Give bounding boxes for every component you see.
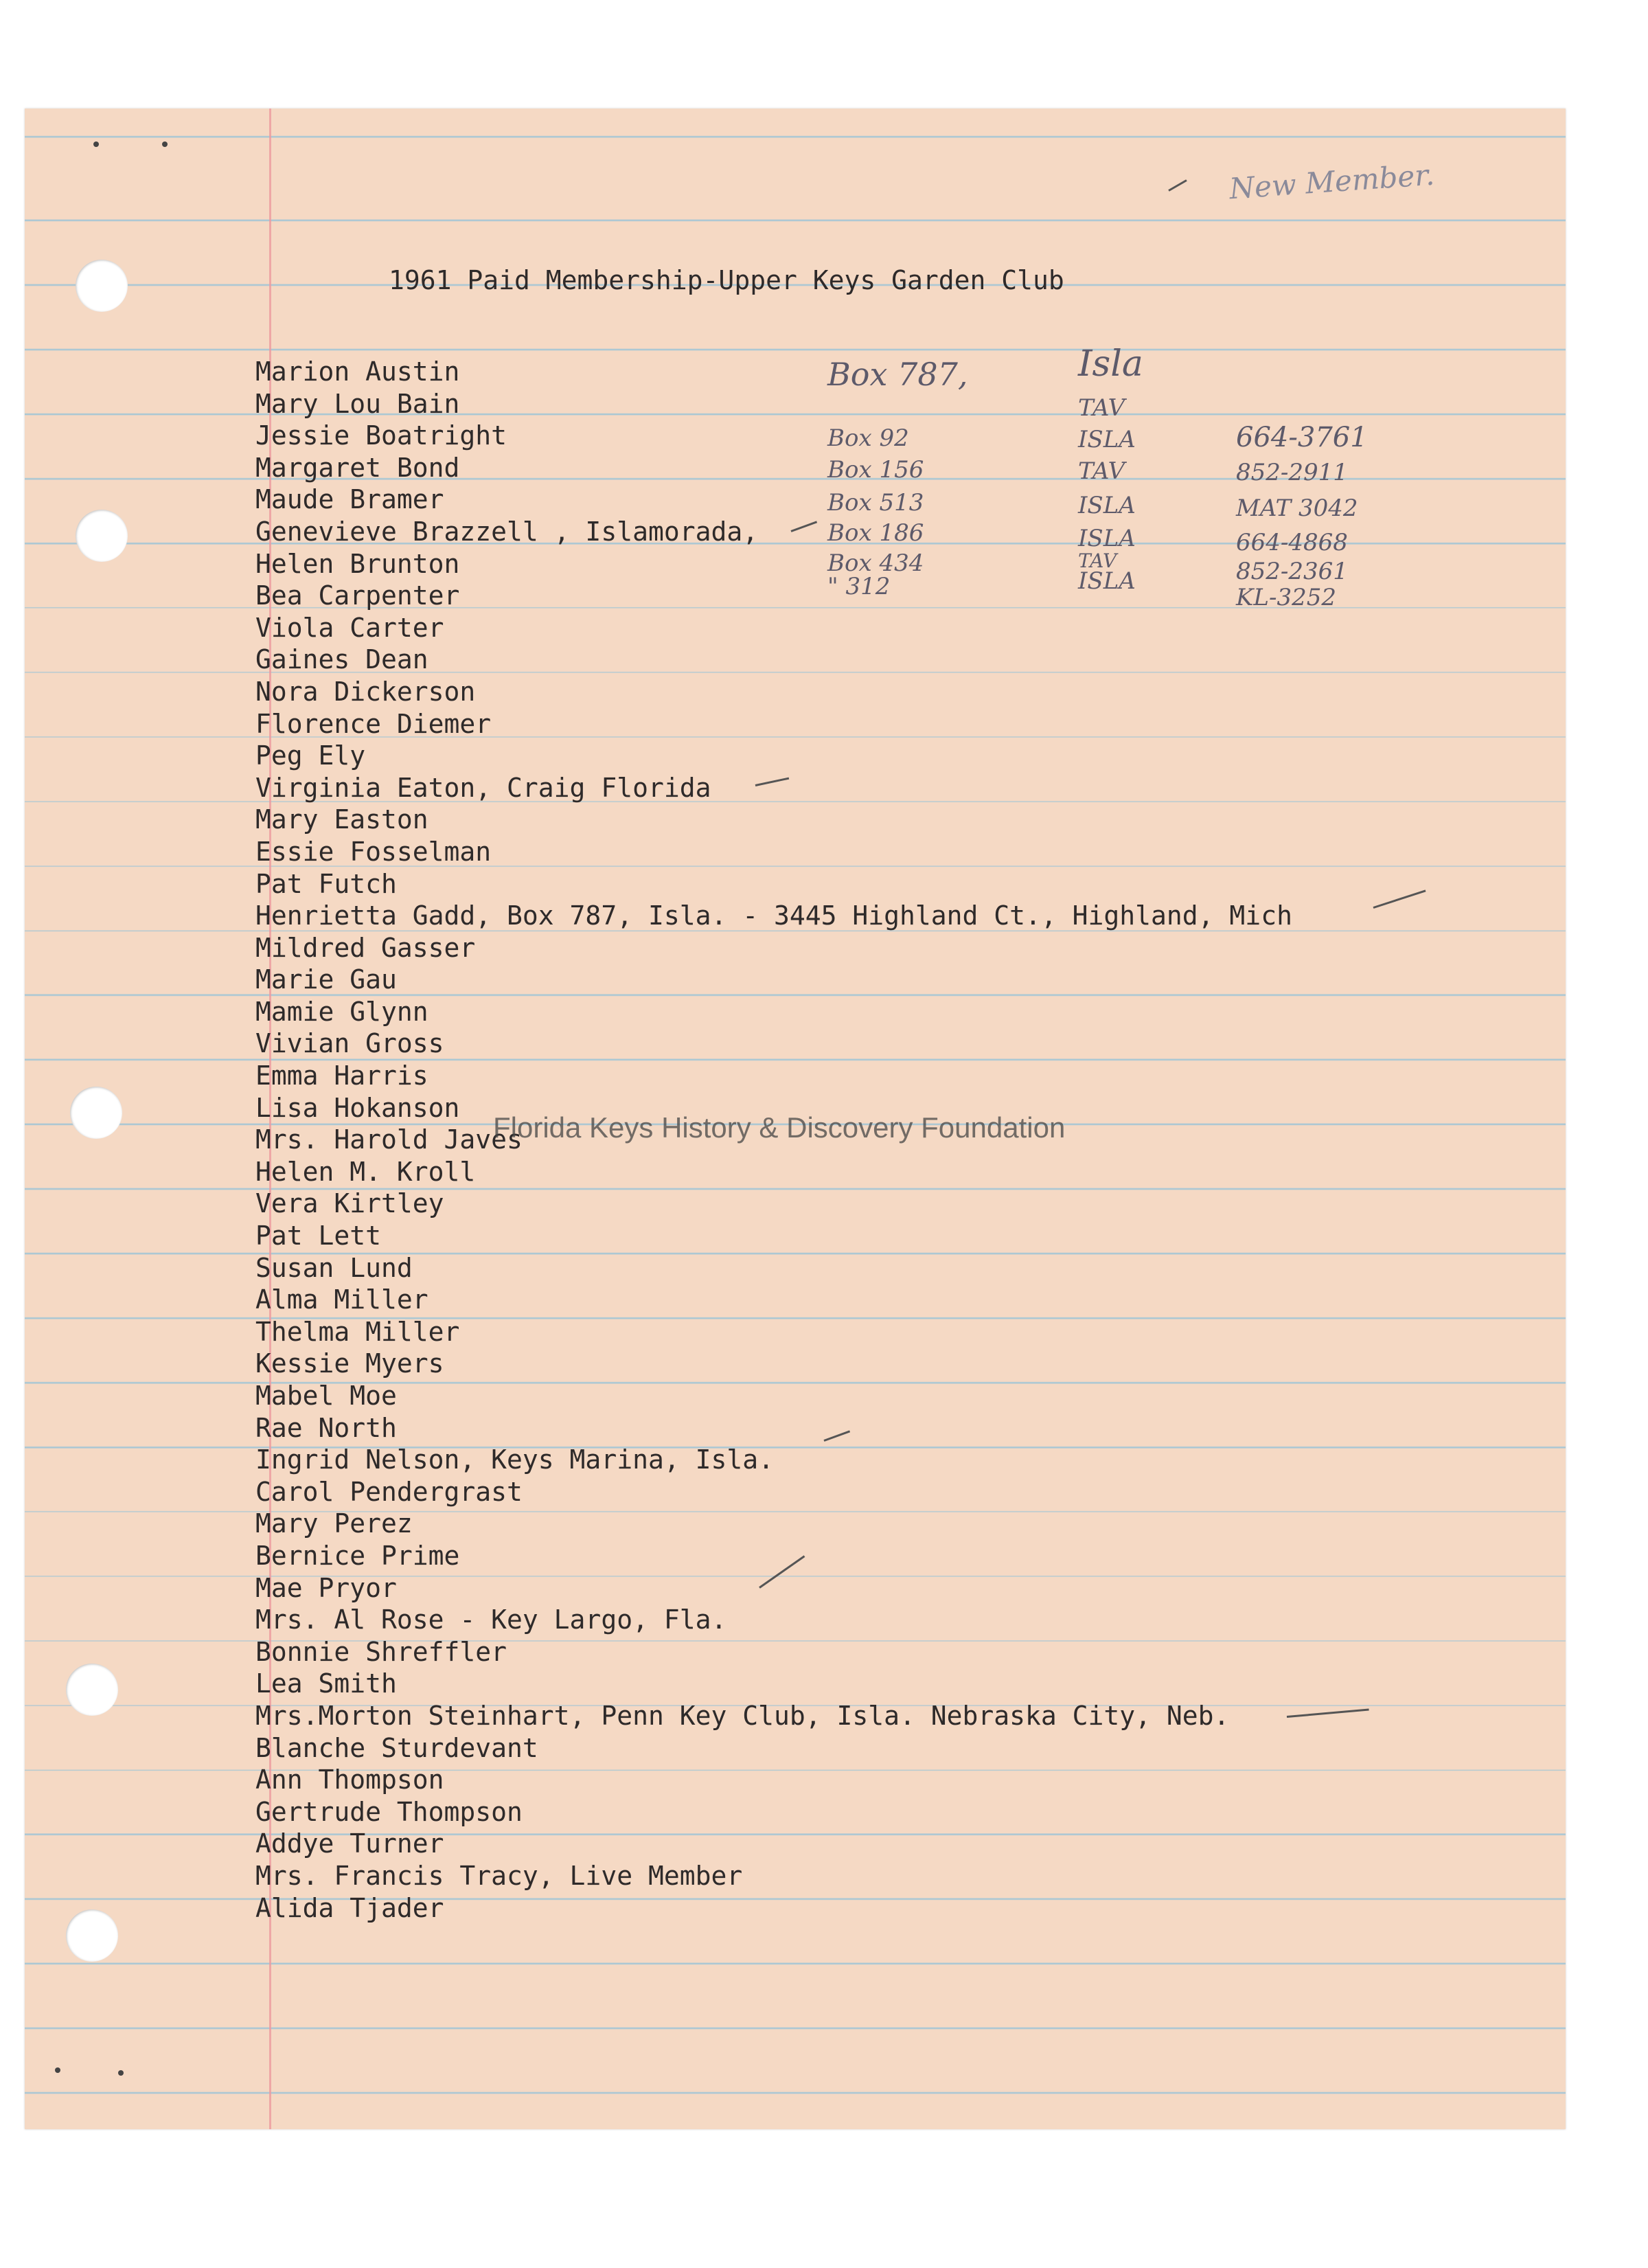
punch-hole-4 bbox=[66, 1664, 118, 1716]
handwritten-town: ISLA bbox=[1078, 525, 1136, 552]
punch-hole-3 bbox=[70, 1087, 122, 1139]
member-name: Mabel Moe bbox=[255, 1381, 397, 1411]
member-name: Mamie Glynn bbox=[255, 996, 428, 1027]
handwritten-box: Box 513 bbox=[827, 489, 924, 517]
handwritten-phone: 852-2911 bbox=[1236, 459, 1348, 486]
member-name: Mary Lou Bain bbox=[255, 388, 460, 419]
member-name: Gertrude Thompson bbox=[255, 1796, 523, 1827]
handwritten-phone: KL-3252 bbox=[1236, 584, 1336, 611]
member-name: Mary Easton bbox=[255, 804, 428, 835]
member-name: Viola Carter bbox=[255, 612, 444, 643]
handwritten-town: TAV bbox=[1078, 457, 1125, 485]
member-name: Kessie Myers bbox=[255, 1348, 444, 1379]
handwritten-box: " 312 bbox=[827, 573, 891, 600]
handwritten-phone: 664-4868 bbox=[1236, 529, 1348, 556]
handwritten-phone: MAT 3042 bbox=[1236, 495, 1358, 522]
member-name: Mae Pryor bbox=[255, 1572, 397, 1603]
member-name: Addye Turner bbox=[255, 1828, 444, 1859]
ink-speck bbox=[162, 141, 168, 147]
member-name: Mildred Gasser bbox=[255, 932, 476, 963]
member-name: Gaines Dean bbox=[255, 644, 428, 675]
member-name: Marion Austin bbox=[255, 356, 460, 387]
punch-hole-5 bbox=[66, 1909, 118, 1962]
member-name: Mrs. Francis Tracy, Live Member bbox=[255, 1860, 743, 1891]
ink-speck bbox=[55, 2067, 60, 2073]
member-name: Ann Thompson bbox=[255, 1765, 444, 1795]
member-name: Rae North bbox=[255, 1412, 397, 1443]
handwritten-box: Box 787, bbox=[827, 356, 968, 393]
handwritten-town: ISLA bbox=[1078, 426, 1136, 453]
handwritten-phone: 664-3761 bbox=[1236, 422, 1368, 453]
handwritten-phone: 852-2361 bbox=[1236, 558, 1348, 585]
new-member-note: New Member. bbox=[1228, 157, 1436, 206]
member-name: Mrs.Morton Steinhart, Penn Key Club, Isla. Nebraska City, Neb. bbox=[255, 1700, 1230, 1731]
handwritten-town: Isla bbox=[1078, 343, 1143, 385]
member-name: Essie Fosselman bbox=[255, 836, 492, 867]
handwritten-box: Box 92 bbox=[827, 424, 909, 452]
member-name: Lea Smith bbox=[255, 1668, 397, 1699]
member-name: Emma Harris bbox=[255, 1061, 428, 1091]
punch-hole-1 bbox=[76, 260, 128, 312]
member-name: Mrs. Al Rose - Key Largo, Fla. bbox=[255, 1604, 727, 1635]
member-name: Carol Pendergrast bbox=[255, 1476, 523, 1507]
member-name: Blanche Sturdevant bbox=[255, 1732, 538, 1763]
member-name: Virginia Eaton, Craig Florida bbox=[255, 772, 711, 803]
member-name: Florence Diemer bbox=[255, 708, 492, 739]
handwritten-box: Box 156 bbox=[827, 456, 924, 484]
member-name: Ingrid Nelson, Keys Marina, Isla. bbox=[255, 1444, 774, 1475]
member-name: Susan Lund bbox=[255, 1252, 413, 1283]
member-name: Bonnie Shreffler bbox=[255, 1636, 507, 1667]
member-name: Bernice Prime bbox=[255, 1540, 460, 1571]
member-name: Bea Carpenter bbox=[255, 580, 460, 611]
member-name: Nora Dickerson bbox=[255, 676, 476, 707]
handwritten-box: Box 186 bbox=[827, 519, 924, 547]
member-name: Vivian Gross bbox=[255, 1028, 444, 1059]
member-name: Peg Ely bbox=[255, 740, 366, 771]
punch-hole-2 bbox=[76, 510, 128, 562]
member-name: Thelma Miller bbox=[255, 1316, 460, 1347]
handwritten-box: Box 434 bbox=[827, 549, 924, 577]
member-name: Margaret Bond bbox=[255, 452, 460, 483]
member-name: Mrs. Harold Javes bbox=[255, 1124, 523, 1155]
member-name: Mary Perez bbox=[255, 1508, 413, 1539]
document-title: 1961 Paid Membership-Upper Keys Garden Club bbox=[389, 265, 1064, 295]
member-name: Maude Bramer bbox=[255, 484, 444, 515]
member-name: Vera Kirtley bbox=[255, 1188, 444, 1219]
handwritten-town: TAV bbox=[1078, 549, 1117, 572]
member-name: Henrietta Gadd, Box 787, Isla. - 3445 Highland Ct., Highland, Mich bbox=[255, 900, 1292, 931]
member-name: Pat Futch bbox=[255, 868, 397, 899]
handwritten-town: ISLA bbox=[1078, 492, 1136, 519]
member-name: Marie Gau bbox=[255, 964, 397, 995]
ink-speck bbox=[118, 2070, 124, 2076]
handwritten-town: ISLA bbox=[1078, 567, 1136, 595]
member-name: Jessie Boatright bbox=[255, 420, 507, 451]
watermark: Florida Keys History & Discovery Foundation bbox=[493, 1111, 1066, 1144]
member-name: Pat Lett bbox=[255, 1221, 382, 1251]
member-name: Helen M. Kroll bbox=[255, 1156, 476, 1187]
member-name: Alida Tjader bbox=[255, 1892, 444, 1923]
member-name: Alma Miller bbox=[255, 1284, 428, 1315]
ink-speck bbox=[93, 141, 99, 147]
member-name: Lisa Hokanson bbox=[255, 1092, 460, 1123]
handwritten-town: TAV bbox=[1078, 394, 1125, 422]
member-name: Helen Brunton bbox=[255, 548, 460, 579]
member-name: Genevieve Brazzell , Islamorada, bbox=[255, 516, 759, 547]
